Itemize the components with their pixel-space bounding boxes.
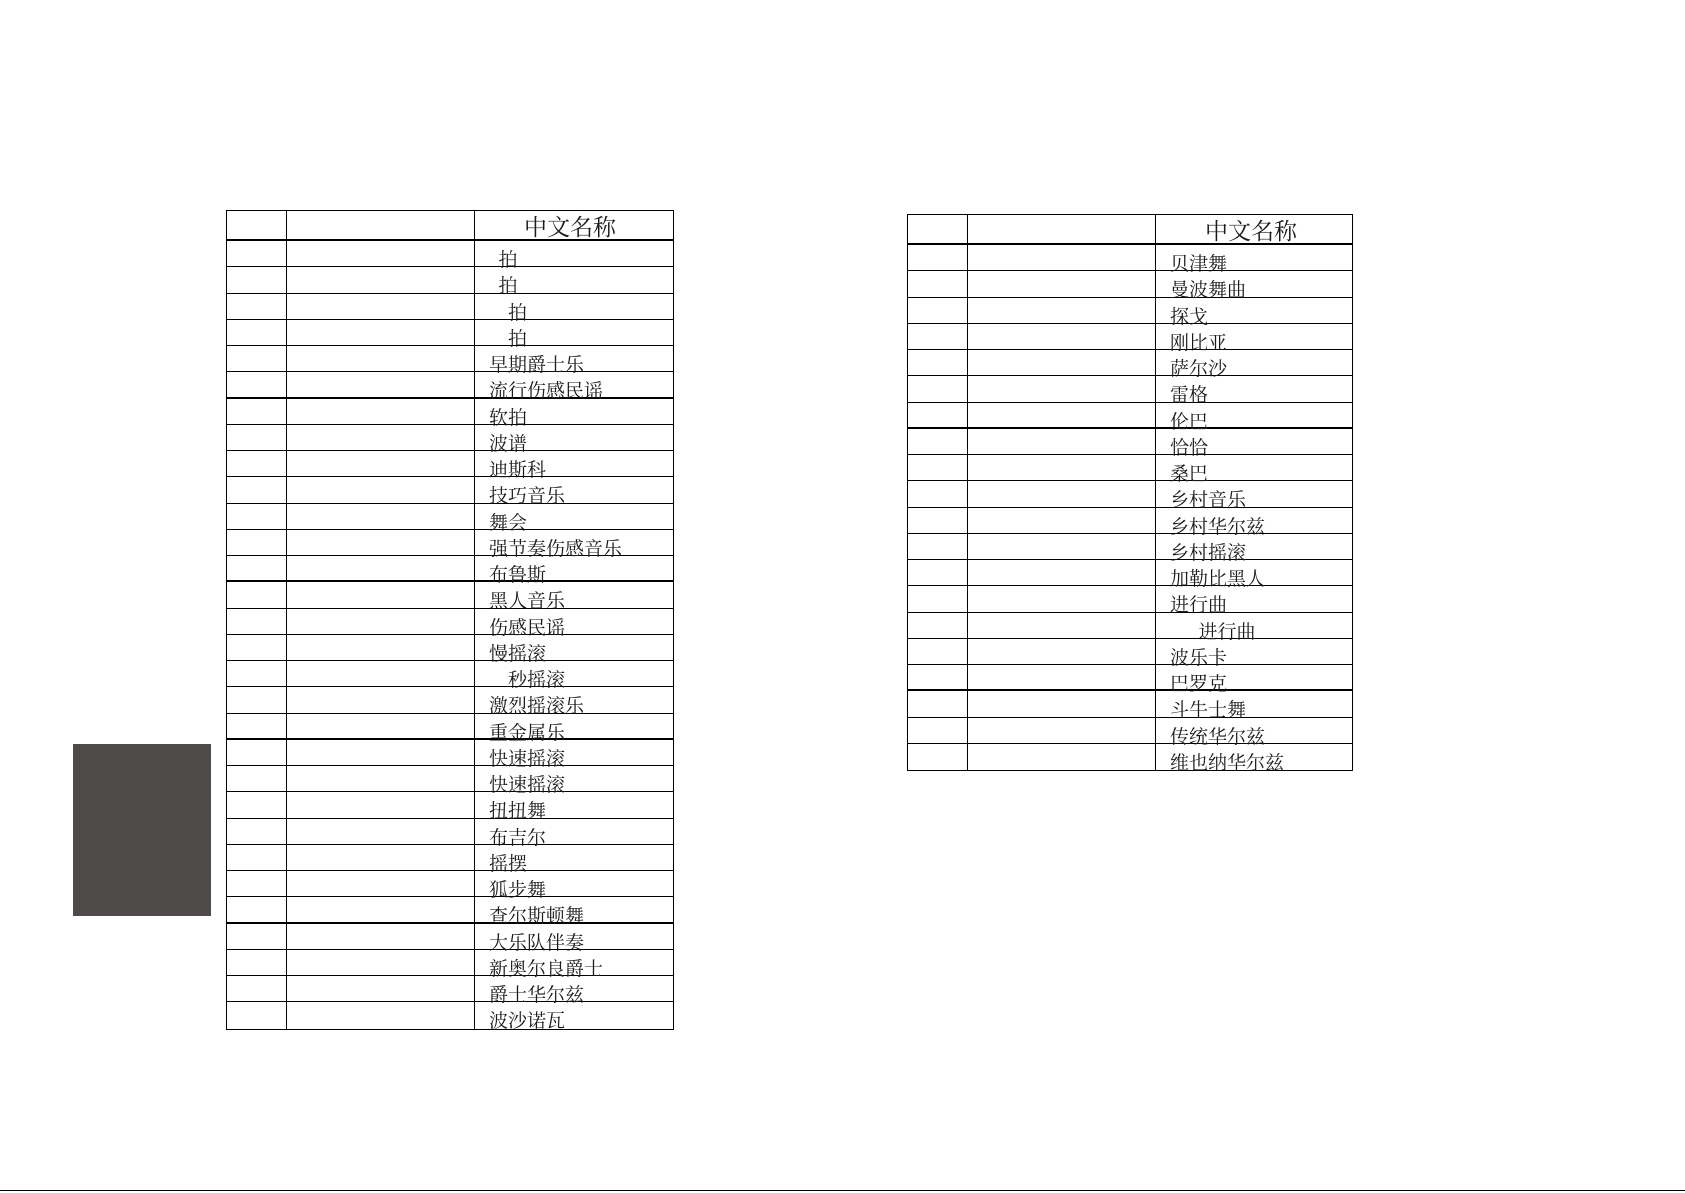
dark-side-block [73,744,211,916]
table-row [908,639,1352,669]
style-name-cell: 曼波舞曲 [1170,279,1247,302]
table-row [227,740,673,770]
table-row [227,714,673,744]
table-row [908,481,1352,512]
table-row [908,613,1352,643]
style-name-cell: 软拍 [489,406,528,429]
table-row [908,508,1352,538]
page-bottom-rule [0,1190,1685,1191]
style-name-cell: 萨尔沙 [1170,358,1228,380]
style-name-cell: 激烈摇滚乐 [489,695,585,718]
style-name-cell: 波谱 [489,432,528,455]
style-name-cell: 布鲁斯 [489,564,547,586]
table-row [227,451,673,481]
style-name-cell: 狐步舞 [489,879,547,901]
style-table-right [907,214,1353,774]
style-name-cell: 巴罗克 [1170,673,1228,695]
style-name-cell: 拍 [498,275,518,298]
style-name-cell: 斗牛士舞 [1170,699,1247,722]
table-row [908,324,1352,354]
table-row [908,560,1352,590]
table-row [908,534,1352,564]
table-row [227,609,673,639]
table-row [908,455,1352,485]
style-name-cell: 技巧音乐 [489,485,566,508]
style-name-cell: 强节奏伤感音乐 [489,537,623,560]
table-row [227,950,673,980]
style-name-cell: 进行曲 [1198,620,1256,643]
table-row [908,718,1352,748]
style-name-cell: 波乐卡 [1170,646,1228,669]
style-name-cell: 恰恰 [1170,436,1209,459]
table-row [227,1002,673,1033]
style-name-cell: 扭扭舞 [489,800,547,823]
table-row [227,924,673,954]
table-row [227,897,673,928]
table-row [227,687,673,718]
table-row [908,744,1352,774]
table-row [908,245,1352,275]
style-name-cell: 桑巴 [1170,463,1209,485]
header-chinese-name: 中文名称 [524,215,616,241]
style-name-cell: 布吉尔 [489,826,547,849]
table-header-row [908,215,1352,245]
table-row [908,403,1352,433]
style-name-cell: 伦巴 [1170,410,1209,433]
table-row [227,530,673,560]
style-name-cell: 雷格 [1170,384,1209,407]
style-name-cell: 乡村音乐 [1170,489,1247,512]
style-name-cell: 拍 [508,301,528,324]
table-row [227,871,673,901]
table-row [227,294,673,324]
table-row [908,665,1352,695]
style-name-cell: 舞会 [489,511,528,534]
table-row [227,976,673,1006]
style-name-cell: 贝津舞 [1170,253,1228,275]
style-name-cell: 重金属乐 [489,721,566,744]
style-name-cell: 秒摇滚 [508,669,566,691]
style-name-cell: 拍 [508,327,528,350]
style-name-cell: 刚比亚 [1170,331,1228,354]
table-row [227,320,673,350]
style-name-cell: 快速摇滚 [489,774,566,796]
style-name-cell: 维也纳华尔兹 [1170,751,1285,774]
style-name-cell: 进行曲 [1170,594,1228,617]
table-row [227,477,673,508]
style-name-cell: 查尔斯顿舞 [489,905,585,928]
style-name-cell: 加勒比黑人 [1170,568,1266,590]
style-name-cell: 乡村摇滚 [1170,541,1247,564]
table-row [908,271,1352,302]
table-row [227,372,673,403]
table-row [227,819,673,849]
style-name-cell: 大乐队伴奏 [489,931,585,954]
table-row [908,376,1352,407]
table-row [908,691,1352,722]
table-row [227,267,673,298]
style-table-left [226,210,674,1033]
style-name-cell: 伤感民谣 [489,616,566,639]
table-row [227,766,673,796]
style-name-cell: 早期爵士乐 [489,354,585,376]
style-name-cell: 波沙诺瓦 [489,1010,566,1033]
table-row [227,845,673,875]
table-row [227,635,673,665]
table-row [227,556,673,586]
style-name-cell: 迪斯科 [489,459,547,481]
table-row [227,346,673,376]
table-row [227,241,673,271]
table-row [227,661,673,691]
style-name-cell: 传统华尔兹 [1170,725,1266,748]
table-row [227,792,673,823]
table-row [227,425,673,455]
style-name-cell: 拍 [498,249,518,271]
table-row [227,399,673,429]
style-name-cell: 流行伤感民谣 [489,380,604,403]
table-row [908,350,1352,380]
table-row [908,586,1352,617]
style-name-cell: 慢摇滚 [489,642,547,665]
table-row [908,429,1352,459]
style-name-cell: 乡村华尔兹 [1170,515,1266,538]
table-header-row [227,211,673,241]
header-chinese-name: 中文名称 [1205,219,1297,245]
style-name-cell: 摇摆 [489,852,528,875]
style-name-cell: 爵士华尔兹 [489,984,585,1006]
style-name-cell: 新奥尔良爵士 [489,957,604,980]
style-name-cell: 探戈 [1170,305,1209,328]
table-row [227,504,673,534]
table-row [227,582,673,613]
style-name-cell: 快速摇滚 [489,747,566,770]
style-name-cell: 黑人音乐 [489,590,566,613]
table-row [908,298,1352,328]
